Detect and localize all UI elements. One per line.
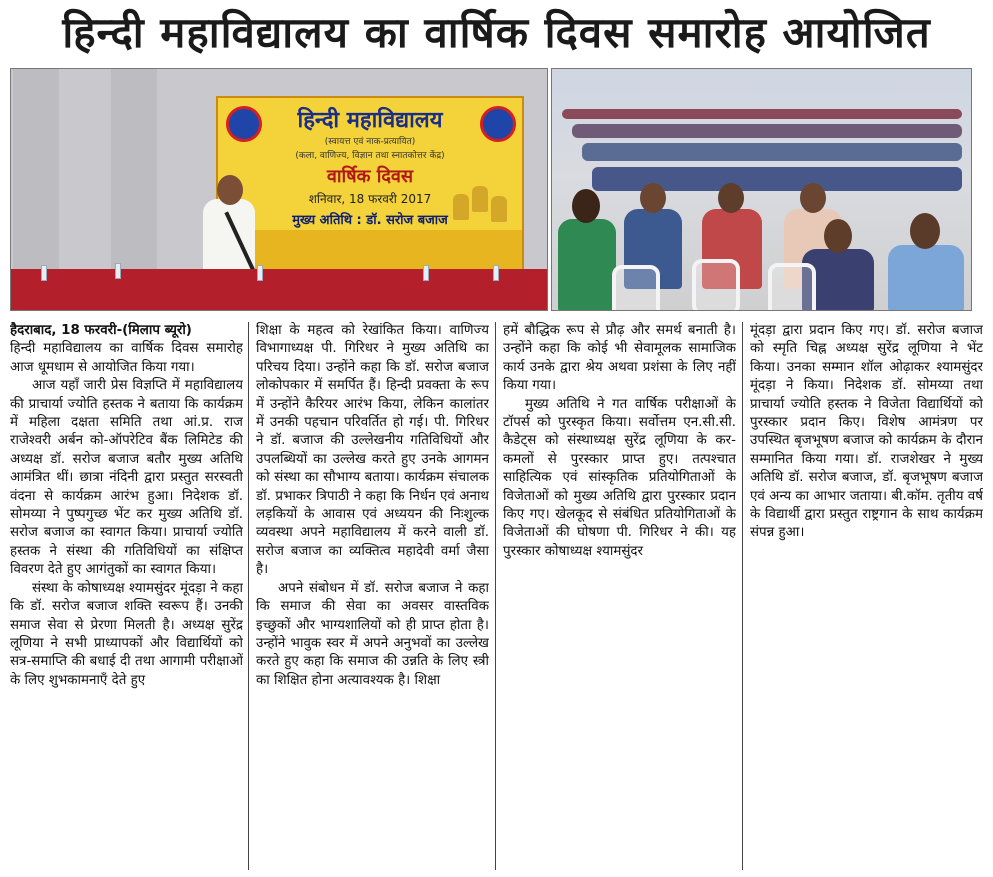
article-column-4: [750, 322, 983, 872]
column-divider: [495, 322, 496, 870]
water-bottle-icon: [423, 265, 429, 281]
water-bottle-icon: [493, 265, 499, 281]
article-headline: हिन्दी महाविद्यालय का वार्षिक दिवस समारोह आयोजित: [62, 8, 931, 57]
audience-photo: [551, 68, 972, 311]
dateline: हैदराबाद, 18 फरवरी-(मिलाप ब्यूरो): [10, 323, 192, 338]
chair: [768, 263, 816, 311]
banner-title: हिन्दी महाविद्यालय: [297, 108, 443, 133]
water-bottle-icon: [41, 265, 47, 281]
article-column-3: [503, 322, 736, 872]
stage-photo: [10, 68, 548, 311]
paragraph: संस्था के कोषाध्यक्ष श्यामसुंदर मूंदड़ा ने कहा कि डॉ. सरोज बजाज शक्ति स्वरूप हैं। उनकी समाज सेवा से प्रेरणा मिलती है। अध्यक्ष सुरेंद्र लूणिया ने सभी प्राध्यापकों और विद्यार्थियों को सत्र-समाप्ति की बधाई दी तथा आगामी परीक्षाओं के लिए शुभकामनाएँ देते हुए: [10, 580, 243, 688]
paragraph: आज यहाँ जारी प्रेस विज्ञप्ति में महाविद्यालय की प्राचार्या ज्योति हस्तक ने बताया कि कार्यक्रम में महिला दक्षता समिति तथा आं.प्र. राज राजेश्वरी अर्बन को-ऑपरेटिव बैंक लिमिटेड की अध्यक्ष डॉ. सरोज बजाज बतौर मुख्य अतिथि आमंत्रित थीं। छात्रा नंदिनी द्वारा प्रस्तुत सरस्वती वंदना से कार्यक्रम आरंभ हुआ। निदेशक डॉ. सोमय्या ने पुष्पगुच्छ भेंट कर मुख्य अतिथि डॉ. सरोज बजाज का स्वागत किया। प्राचार्या ज्योति हस्तक ने संस्था की गतिविधियों का संक्षिप्त विवरण देते हुए आगंतुकों का स्वागत किया।: [10, 378, 243, 578]
chair: [612, 265, 660, 311]
banner-footer: [218, 230, 522, 274]
pillar: [111, 69, 157, 269]
banner-subtitle: (कला, वाणिज्य, विज्ञान तथा स्नातकोत्तर केंद्र): [295, 151, 445, 161]
paragraph: हमें बौद्धिक रूप से प्रौढ़ और समर्थ बनाती है। उन्होंने कहा कि कोई भी सेवामूलक सामाजिक कार्य उनके द्वारा श्रेय अथवा प्रशंसा के लिए नहीं किया गया।: [503, 323, 736, 394]
banner-subtitle: (स्वायत्त एवं नाक-प्रत्यायित): [324, 137, 416, 147]
water-bottle-icon: [257, 265, 263, 281]
stage-table: [11, 269, 548, 311]
college-banner: [216, 96, 524, 274]
audience-row: [562, 109, 962, 119]
pillar: [13, 69, 59, 269]
paragraph: मूंदड़ा द्वारा प्रदान किए गए। डॉ. सरोज बजाज को स्मृति चिह्न अध्यक्ष सुरेंद्र लूणिया ने भेंट किया। उनका सम्मान शॉल ओढ़ाकर श्यामसुंदर मूंदड़ा ने किया। निदेशक डॉ. सोमय्या तथा प्राचार्या ज्योति हस्तक ने विजेता विद्यार्थियों को पुरस्कार प्रदान किए। विशेष आमंत्रण पर उपस्थित बृजभूषण बजाज को कार्यक्रम के दौरान सम्मानित किया गया। डॉ. राजशेखर ने मुख्य अतिथि डॉ. सरोज बजाज, डॉ. बृजभूषण बजाज एवं अन्य का आभार जताया। बी.कॉम. तृतीय वर्ष के विद्यार्थी द्वारा प्रस्तुत राष्ट्रगान के साथ कार्यक्रम संपन्न हुआ।: [750, 323, 983, 541]
paragraph: अपने संबोधन में डॉ. सरोज बजाज ने कहा कि समाज की सेवा का अवसर वास्तविक इच्छुकों और भाग्यशालियों को ही प्राप्त होता है। उन्होंने भावुक स्वर में अपने अनुभवों का उल्लेख करते हुए कहा कि समाज की उन्नति के लिए स्त्री का शिक्षित होना अत्यावश्यक है। शिक्षा: [256, 580, 489, 688]
column-divider: [248, 322, 249, 870]
water-bottle-icon: [115, 263, 121, 279]
banner-chief-guest: मुख्य अतिथि : डॉ. सरोज बजाज: [292, 213, 448, 228]
banner-date: शनिवार, 18 फरवरी 2017: [308, 192, 432, 206]
column-divider: [742, 322, 743, 870]
trophy-icon: [491, 196, 507, 222]
trophy-icon: [472, 186, 488, 212]
paragraph: शिक्षा के महत्व को रेखांकित किया। वाणिज्य विभागाध्यक्ष पी. गिरिधर ने मुख्य अतिथि का परिचय दिया। उन्होंने कहा कि डॉ. सरोज बजाज लोकोपकार में समर्पित हैं। हिन्दी प्रवक्ता के रूप में उन्होंने कैरियर आरंभ किया, लेकिन कालांतर में उनकी पहचान परिवर्तित हो गई। पी. गिरिधर ने डॉ. बजाज की उल्लेखनीय गतिविधियों और उपलब्धियों का उल्लेख करते हुए उनके आगमन को संस्था का सौभाग्य बताया। कार्यक्रम संचालक डॉ. प्रभाकर त्रिपाठी ने कहा कि निर्धन एवं अनाथ लड़कियों के आवास एवं अध्ययन की निःशुल्क व्यवस्था अपने महाविद्यालय में करने वाली डॉ. सरोज बजाज का व्यक्तित्व महादेवी वर्मा जैसा है।: [256, 323, 489, 578]
article-column-2: [256, 322, 489, 872]
article-column-1: [10, 322, 243, 872]
trophy-icon: [453, 194, 469, 220]
paragraph: मुख्य अतिथि ने गत वार्षिक परीक्षाओं के टॉपर्स को पुरस्कृत किया। सर्वोत्तम एन.सी.सी. कैडेट्स को संस्थाध्यक्ष सुरेंद्र लूणिया के कर-कमलों से पुरस्कार प्राप्त हुए। तत्पश्चात साहित्यिक एवं सांस्कृतिक प्रतियोगिताओं के विजेताओं को मुख्य अतिथि द्वारा पुरस्कार प्रदान किए गए। खेलकूद से संबंधित प्रतियोगिताओं के विजेताओं की घोषणा पी. गिरिधर ने की। यह पुरस्कार कोषाध्यक्ष श्यामसुंदर: [503, 396, 736, 559]
paragraph: हिन्दी महाविद्यालय का वार्षिक दिवस समारोह आज धूमधाम से आयोजित किया गया।: [10, 341, 243, 375]
audience-row: [572, 124, 962, 138]
banner-event-name: वार्षिक दिवस: [326, 166, 414, 187]
chair: [692, 259, 740, 311]
audience-row: [582, 143, 962, 161]
